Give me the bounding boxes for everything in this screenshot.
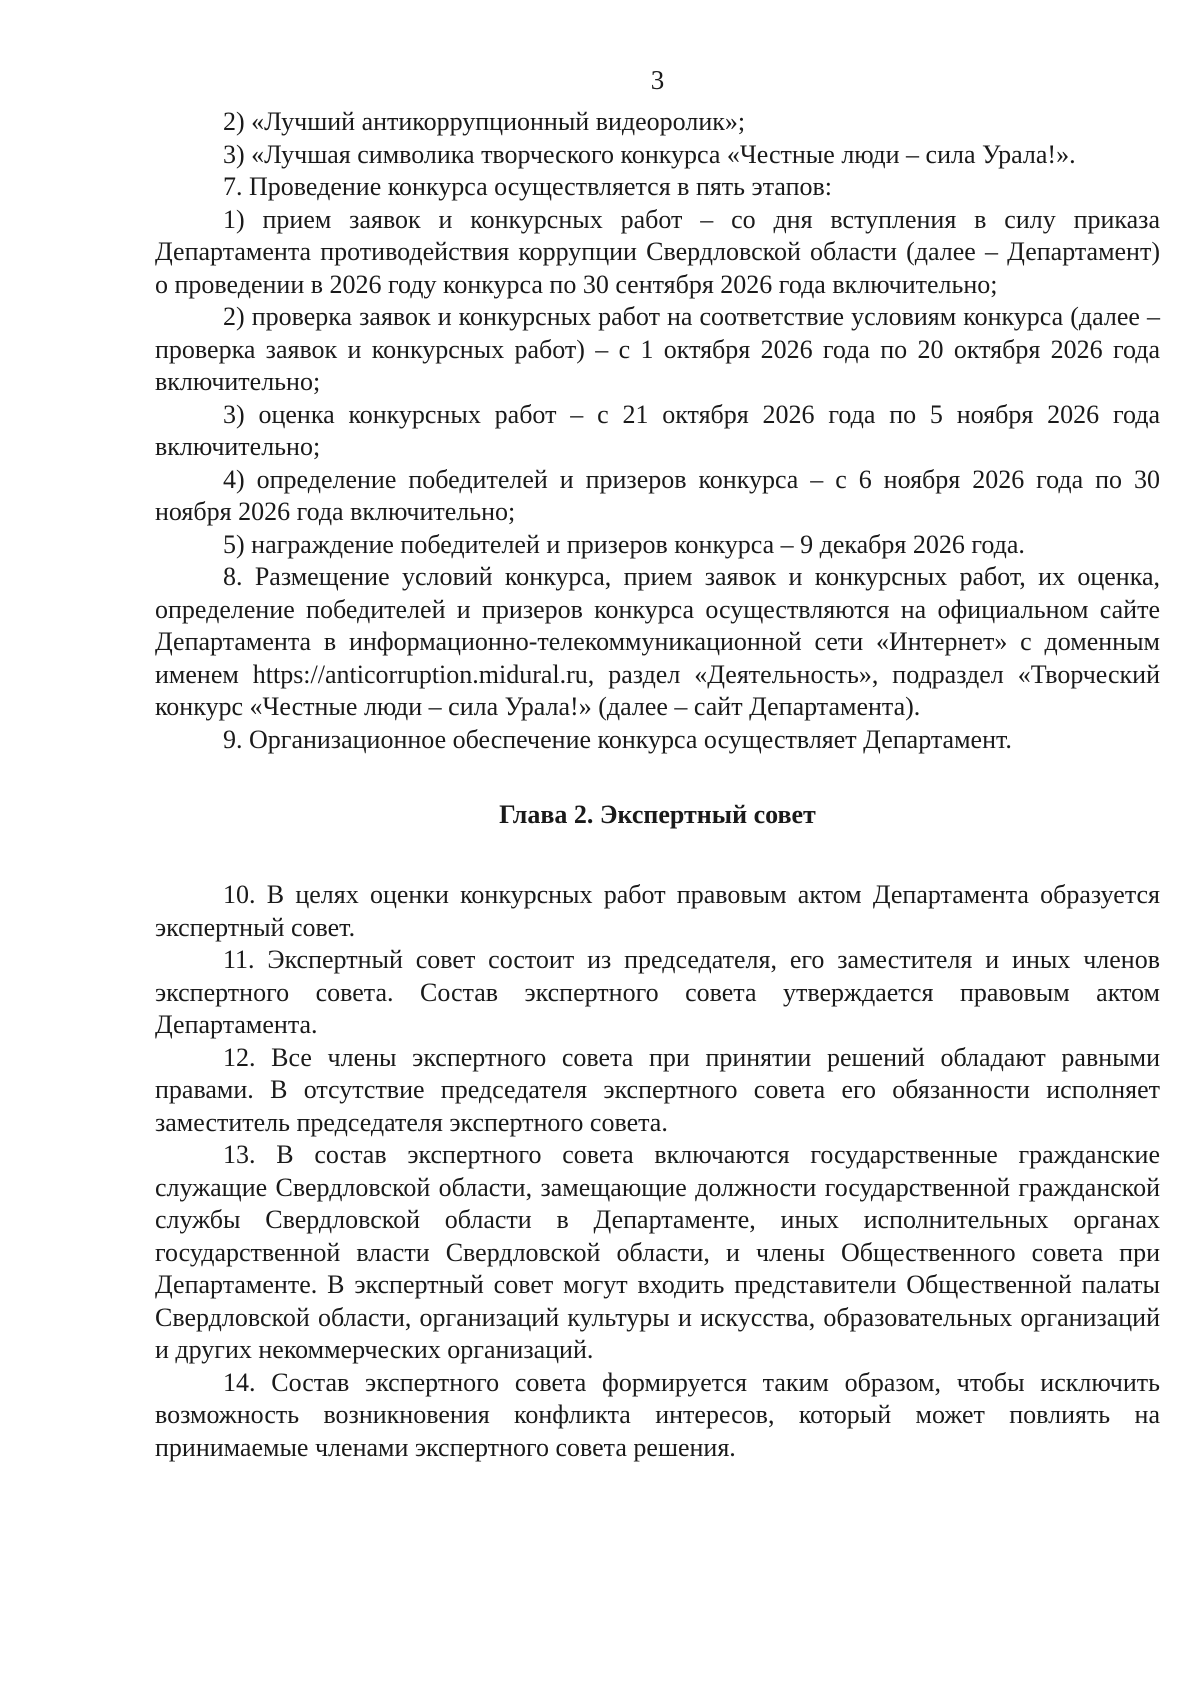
clause-11: 11. Экспертный совет состоит из председателя, его заместителя и иных членов экспертного совета. Состав экспертного совета утверждается правовым актом Департамента. <box>155 945 1160 1039</box>
stage-1: 1) прием заявок и конкурсных работ – со дня вступления в силу приказа Департамента противодействия коррупции Свердловской области (далее – Департамент) о проведении в 2026 году конкурса по 30 сентября 2026 года включительно; <box>155 204 1160 299</box>
chapter-heading: Глава 2. Экспертный совет <box>499 800 816 829</box>
clause-7: 7. Проведение конкурса осуществляется в пять этапов: <box>223 172 832 201</box>
document-page <box>155 60 1160 1464</box>
stage-3: 3) оценка конкурсных работ – с 21 октября 2026 года по 5 ноября 2026 года включительно; <box>155 399 1160 461</box>
clause-8: 8. Размещение условий конкурса, прием заявок и конкурсных работ, их оценка, определение победителей и призеров конкурса осуществляются на официальном сайте Департамента в информационно-телекоммуникационной сети «Интернет» с доменным именем https://anticorruption.midural.ru, раздел «Деятельность», подраздел «Творческий конкурс «Честные люди – сила Урала!» (далее – сайт Департамента). <box>155 562 1160 721</box>
list-item-symbolics: 3) «Лучшая символика творческого конкурса «Честные люди – сила Урала!». <box>223 139 1076 169</box>
clause-13: 13. В состав экспертного совета включаются государственные гражданские служащие Свердловской области, замещающие должности государственной гражданской службы Свердловской области в Департаменте, иных исполнительных органах государственной власти Свердловской области, и члены Общественного совета при Департаменте. В экспертный совет могут входить представители Общественной палаты Свердловской области, организаций культуры и искусства, образовательных организаций и других некоммерческих организаций. <box>155 1140 1160 1364</box>
clause-14: 14. Состав экспертного совета формируется таким образом, чтобы исключить возможность возникновения конфликта интересов, который может повлиять на принимаемые членами экспертного совета решения. <box>155 1367 1160 1462</box>
clause-9: 9. Организационное обеспечение конкурса осуществляет Департамент. <box>223 724 1012 754</box>
stage-4: 4) определение победителей и призеров конкурса – с 6 ноября 2026 года по 30 ноября 2026 года включительно; <box>155 464 1160 526</box>
clause-10: 10. В целях оценки конкурсных работ правовым актом Департамента образуется экспертный совет. <box>155 880 1160 942</box>
stage-2: 2) проверка заявок и конкурсных работ на соответствие условиям конкурса (далее – проверка заявок и конкурсных работ) – с 1 октября 2026 года по 20 октября 2026 года включительно; <box>155 302 1160 396</box>
list-item-videoclip: 2) «Лучший антикоррупционный видеоролик»; <box>223 107 746 136</box>
clause-12: 12. Все члены экспертного совета при принятии решений обладают равными правами. В отсутствие председателя экспертного совета его обязанности исполняет заместитель председателя экспертного совета. <box>155 1042 1160 1137</box>
page-number: 3 <box>650 65 665 95</box>
stage-5: 5) награждение победителей и призеров конкурса – 9 декабря 2026 года. <box>223 529 1025 559</box>
